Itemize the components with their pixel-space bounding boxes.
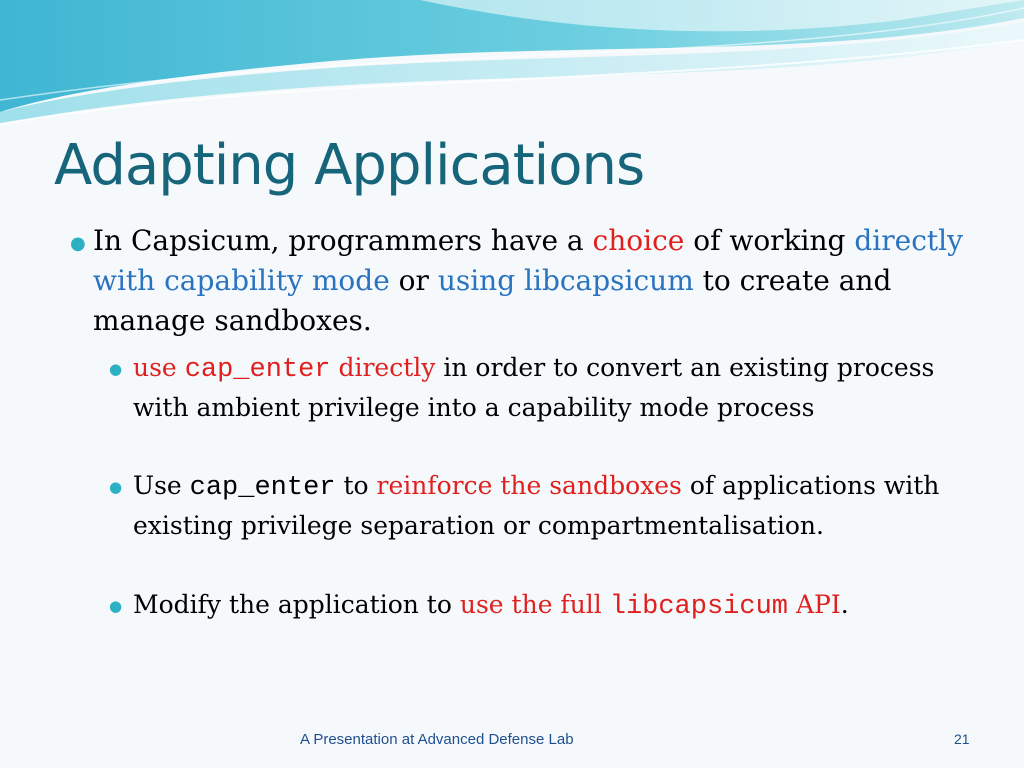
sub-3-period: . — [840, 590, 849, 619]
sub-bullet-icon: ● — [109, 360, 123, 378]
header-wave-decoration — [0, 0, 1024, 140]
sub-1-code: cap_enter — [184, 355, 331, 385]
sub-2-text: of applications with existing privilege separation or compartmentalisation. — [133, 471, 940, 540]
footer-text: A Presentation at Advanced Defense Lab — [300, 731, 574, 748]
sub-1-text: in order to convert an existing process with ambient privilege into a capability mode process — [133, 353, 935, 422]
sub-bullet-item-1 — [133, 349, 983, 426]
sub-3-code: libcapsicum — [609, 592, 788, 622]
slide-title: Adapting Applications — [54, 133, 645, 198]
sub-3-use-full: use the full — [459, 590, 602, 619]
sub-3-text-a: Modify the application to — [133, 590, 452, 619]
sub-2-code: cap_enter — [189, 473, 336, 503]
bullet-1-choice: choice — [592, 224, 685, 257]
sub-2-reinforce: reinforce the sandboxes — [376, 471, 682, 500]
sub-3-api: API — [795, 590, 841, 619]
sub-bullet-item-2 — [133, 467, 983, 544]
bullet-1-text-c: or — [398, 264, 429, 297]
bullet-1-capability-mode: directly with capability mode — [93, 224, 963, 297]
bullet-1-text-d: to create and manage sandboxes. — [93, 264, 892, 337]
bullet-1-text-b: of working — [693, 224, 846, 257]
page-number: 21 — [954, 731, 970, 747]
bullet-icon: ● — [70, 233, 86, 254]
sub-bullet-item-3 — [133, 586, 983, 626]
sub-2-to: to — [343, 471, 369, 500]
sub-bullet-icon: ● — [109, 597, 123, 615]
sub-1-use: use — [133, 353, 177, 382]
bullet-1-libcapsicum: using libcapsicum — [437, 264, 694, 297]
bullet-item-1 — [93, 221, 973, 341]
sub-2-use: Use — [133, 471, 182, 500]
bullet-1-text-a: In Capsicum, programmers have a — [93, 224, 584, 257]
sub-bullet-icon: ● — [109, 478, 123, 496]
sub-1-directly: directly — [338, 353, 436, 382]
